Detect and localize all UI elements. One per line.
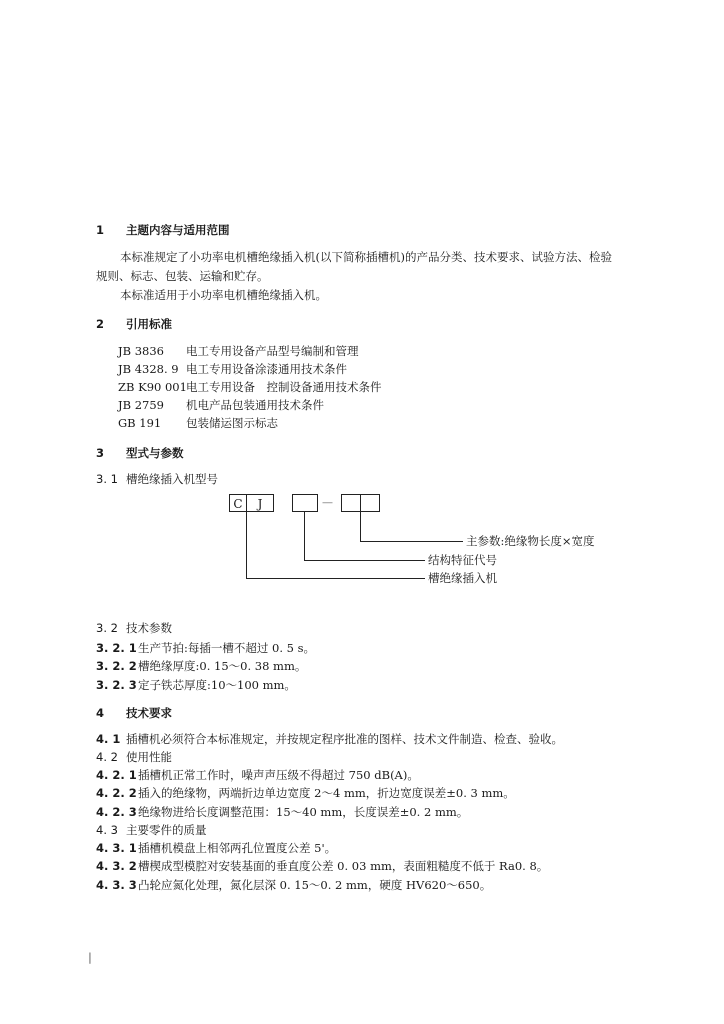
model-letter-c-box: C bbox=[229, 494, 247, 512]
structure-code-box bbox=[292, 494, 318, 512]
clause-number: 4. 3. 3 bbox=[96, 878, 137, 892]
subsection-3-2-heading bbox=[96, 621, 172, 635]
clause-text: 绝缘物进给长度调整范围：15～40 mm，长度误差±0. 2 mm。 bbox=[138, 805, 469, 819]
reference-title: 电工专用设备产品型号编制和管理 bbox=[186, 344, 359, 358]
subsection-title: 主要零件的质量 bbox=[126, 823, 207, 837]
clause-item bbox=[96, 805, 468, 819]
clause-number: 3. 2. 2 bbox=[96, 659, 137, 673]
clause-text: 槽绝缘厚度:0. 15～0. 38 mm。 bbox=[138, 659, 307, 673]
reference-code: JB 4328. 9 bbox=[118, 362, 179, 376]
main-param-box-2 bbox=[360, 494, 380, 512]
clause-number: 4. 1 bbox=[96, 732, 121, 746]
section-4-heading bbox=[96, 706, 172, 720]
clause-text: 凸轮应氮化处理，氮化层深 0. 15～0. 2 mm，硬度 HV620～650。 bbox=[138, 878, 492, 892]
subsection-title: 槽绝缘插入机型号 bbox=[126, 472, 218, 486]
section-number: 1 bbox=[96, 223, 105, 237]
section-3-heading bbox=[96, 446, 184, 460]
section-2-heading bbox=[96, 317, 172, 331]
clause-number: 4. 3. 2 bbox=[96, 859, 137, 873]
reference-code: JB 2759 bbox=[118, 398, 164, 412]
clause-number: 4. 2. 1 bbox=[96, 768, 137, 782]
leader-line bbox=[304, 512, 305, 561]
clause-item bbox=[96, 641, 315, 655]
subsection-number: 4. 2 bbox=[96, 750, 118, 764]
section-title: 技术要求 bbox=[126, 706, 172, 720]
reference-title: 电工专用设备涂漆通用技术条件 bbox=[186, 362, 347, 376]
reference-item bbox=[118, 416, 278, 430]
model-letter-j-box: J bbox=[246, 494, 274, 512]
reference-title: 机电产品包装通用技术条件 bbox=[186, 398, 324, 412]
clause-item bbox=[96, 768, 419, 782]
diagram-label-main-param: 主参数:绝缘物长度×宽度 bbox=[466, 534, 595, 548]
leader-line bbox=[360, 512, 361, 542]
reference-item bbox=[118, 398, 324, 412]
page-edge-mark: | bbox=[88, 950, 92, 964]
clause-number: 3. 2. 3 bbox=[96, 678, 137, 692]
section-title: 引用标准 bbox=[126, 317, 172, 331]
leader-line bbox=[246, 578, 425, 579]
clause-number: 4. 2. 2 bbox=[96, 786, 137, 800]
clause-text: 插槽机正常工作时，噪声声压级不得超过 750 dB(A)。 bbox=[138, 768, 419, 782]
model-dash: — bbox=[322, 496, 333, 509]
reference-item bbox=[118, 380, 382, 394]
subsection-title: 技术参数 bbox=[126, 621, 172, 635]
subsection-4-3-heading bbox=[96, 823, 207, 837]
clause-item bbox=[96, 659, 306, 673]
reference-title: 电工专用设备 控制设备通用技术条件 bbox=[186, 380, 382, 394]
subsection-title: 使用性能 bbox=[126, 750, 172, 764]
section-title: 主题内容与适用范围 bbox=[126, 223, 230, 237]
clause-item bbox=[96, 786, 515, 800]
diagram-label-machine: 槽绝缘插入机 bbox=[428, 571, 497, 585]
clause-number: 4. 2. 3 bbox=[96, 805, 137, 819]
reference-item bbox=[118, 362, 347, 376]
leader-line bbox=[304, 560, 425, 561]
section-number: 4 bbox=[96, 706, 105, 720]
clause-text: 插入的绝缘物，两端折边单边宽度 2～4 mm，折边宽度误差±0. 3 mm。 bbox=[138, 786, 515, 800]
paragraph: 本标准规定了小功率电机槽绝缘插入机(以下简称插槽机)的产品分类、技术要求、试验方法、检验 bbox=[120, 250, 612, 264]
paragraph: 本标准适用于小功率电机槽绝缘插入机。 bbox=[120, 288, 327, 302]
clause-number: 4. 3. 1 bbox=[96, 841, 137, 855]
reference-code: JB 3836 bbox=[118, 344, 164, 358]
clause-item bbox=[96, 732, 563, 746]
subsection-4-2-heading bbox=[96, 750, 172, 764]
subsection-number: 3. 2 bbox=[96, 621, 118, 635]
clause-text: 槽楔成型模腔对安装基面的垂直度公差 0. 03 mm，表面粗糙度不低于 Ra0. 8。 bbox=[138, 859, 549, 873]
section-number: 2 bbox=[96, 317, 105, 331]
section-number: 3 bbox=[96, 446, 105, 460]
subsection-number: 3. 1 bbox=[96, 472, 118, 486]
leader-line bbox=[246, 512, 247, 579]
reference-title: 包装储运图示标志 bbox=[186, 416, 278, 430]
clause-item bbox=[96, 859, 548, 873]
subsection-number: 4. 3 bbox=[96, 823, 118, 837]
diagram-label-structure: 结构特征代号 bbox=[428, 553, 497, 567]
clause-item bbox=[96, 878, 491, 892]
reference-code: GB 191 bbox=[118, 416, 162, 430]
clause-text: 插槽机模盘上相邻两孔位置度公差 5'。 bbox=[138, 841, 337, 855]
paragraph: 规则、标志、包装、运输和贮存。 bbox=[96, 269, 269, 283]
subsection-3-1-heading bbox=[96, 472, 218, 486]
clause-number: 3. 2. 1 bbox=[96, 641, 137, 655]
reference-item bbox=[118, 344, 359, 358]
clause-item bbox=[96, 841, 336, 855]
reference-code: ZB K90 001 bbox=[118, 380, 187, 394]
section-1-heading bbox=[96, 223, 230, 237]
clause-text: 插槽机必须符合本标准规定，并按规定程序批准的图样、技术文件制造、检查、验收。 bbox=[126, 732, 563, 746]
leader-line bbox=[360, 541, 463, 542]
section-title: 型式与参数 bbox=[126, 446, 184, 460]
clause-item bbox=[96, 678, 296, 692]
clause-text: 生产节拍:每插一槽不超过 0. 5 s。 bbox=[138, 641, 316, 655]
clause-text: 定子铁芯厚度:10～100 mm。 bbox=[138, 678, 296, 692]
main-param-box-1 bbox=[341, 494, 361, 512]
